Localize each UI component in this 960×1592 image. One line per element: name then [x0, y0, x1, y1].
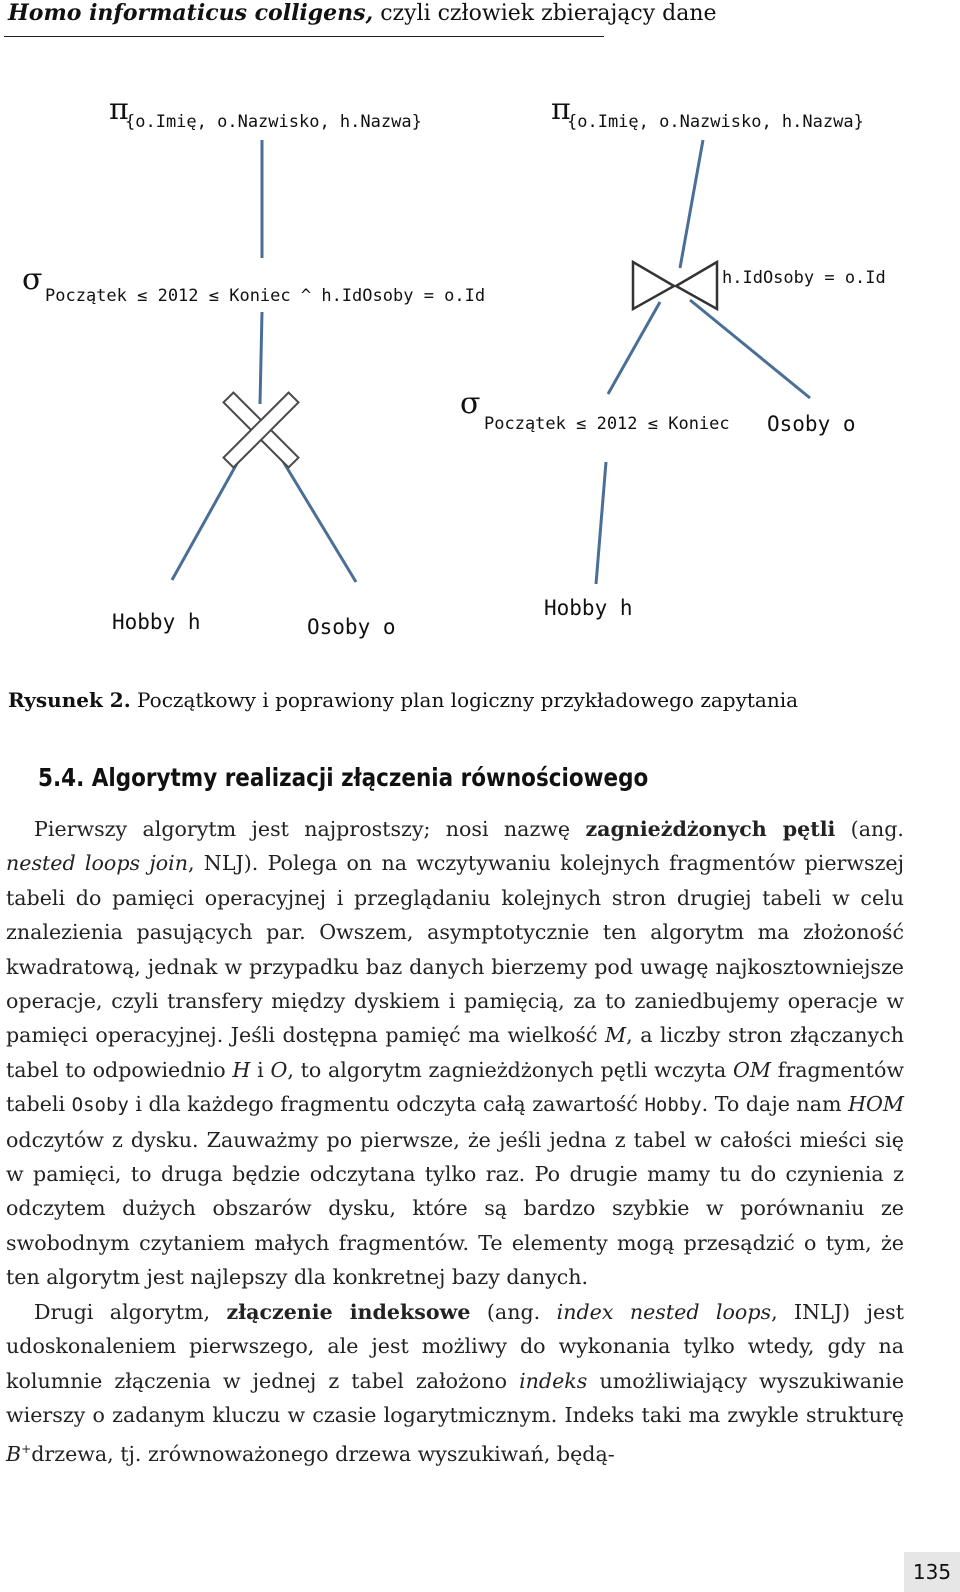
text-run: i	[250, 1057, 271, 1082]
right-sigma-subscript: Początek ≤ 2012 ≤ Koniec	[484, 414, 730, 434]
superscript: +	[21, 1442, 32, 1457]
left-leaf-osoby: Osoby o	[307, 615, 396, 639]
left-pi-symbol: π	[109, 92, 129, 127]
right-pi-symbol: π	[551, 92, 571, 127]
italic-var: M	[605, 1023, 627, 1048]
text-run: , NLJ). Polega on na wczytywaniu kolejnych fragmentów pierwszej tabeli do pamięci operacyjnej i przeglądaniu kolejnych stron drugiej tabeli w celu znalezienia pasujących par. Owszem, asymptotycznie ten algorytm ma złożoność kwadratową, jednak w przypadku baz danych bierzemy pod uwagę najkosztowniejsze operacje, czyli transfery między dyskiem i pamięcią, za to zaniedbujemy operacje w pamięci operacyjnej. Jeśli dostępna pamięć ma wielkość	[6, 851, 905, 1048]
text-run: . To daje nam	[701, 1092, 849, 1117]
text-run: Drugi algorytm,	[34, 1299, 227, 1324]
text-run: i dla każdego fragmentu odczyta całą zawartość	[128, 1092, 645, 1117]
right-edge-sigma-hobby	[596, 462, 606, 584]
section-title: 5.4. Algorytmy realizacji złączenia równościowego	[38, 763, 649, 792]
text-run: (ang.	[835, 817, 904, 841]
right-leaf-hobby: Hobby h	[544, 596, 633, 620]
italic-term: indeks	[519, 1368, 588, 1393]
right-join-condition: h.IdOsoby = o.Id	[722, 268, 886, 288]
right-edge-join-sigma	[608, 302, 660, 394]
italic-term: index nested loops	[556, 1299, 772, 1324]
header-title-italic: Homo informaticus colligens,	[8, 0, 374, 26]
italic-var: OM	[733, 1057, 772, 1082]
right-edge-join-osoby	[690, 300, 810, 398]
body-text	[6, 812, 904, 1472]
italic-var: H	[232, 1057, 251, 1082]
text-run: odczytów z dysku. Zauważmy po pierwsze, że jeśli jedna z tabel w całości mieści się w pamięci, to druga będzie odczytana tylko raz. Po drugie mamy tu do czynienia z odczytem dużych obszarów dysku, które są bardzo szybkie w porównaniu ze swobodnym czytaniem małych fragmentów. Te elementy mogą przesądzić o tym, że ten algorytm jest najlepszy dla konkretnej bazy danych.	[6, 1127, 904, 1290]
text-run: Pierwszy algorytm jest najprostszy; nosi nazwę	[34, 817, 586, 841]
text-run: (ang.	[470, 1299, 557, 1324]
page-number: 135	[904, 1552, 960, 1592]
italic-var: HOM	[848, 1092, 904, 1117]
text-run: , a liczby stron złączanych tabel to odpowiednio	[6, 1023, 904, 1082]
header-title-rest: czyli człowiek zbierający dane	[373, 1, 717, 26]
italic-var: B	[6, 1442, 22, 1467]
text-run: , to algorytm zagnieżdżonych pętli wczyta	[287, 1057, 734, 1082]
right-leaf-osoby: Osoby o	[767, 412, 856, 436]
left-edge-join-osoby	[281, 458, 356, 582]
code-term: Osoby	[71, 1094, 129, 1117]
join-bowtie-icon	[633, 262, 717, 309]
left-edge-join-hobby	[172, 458, 240, 580]
left-edge-sigma-join	[260, 312, 262, 404]
paragraph-2	[6, 1295, 904, 1472]
text-run: , INLJ) jest udoskonaleniem pierwszego, ale jest możliwy do wykonania tylko wtedy, gdy na kolumnie złączenia w jednej z tabel założono	[6, 1299, 904, 1393]
figure-caption	[8, 688, 798, 712]
left-sigma-symbol: σ	[22, 262, 43, 297]
bold-term: złączenie indeksowe	[226, 1299, 471, 1324]
figure-caption-label: Rysunek 2.	[8, 688, 131, 712]
right-pi-subscript: {o.Imię, o.Nazwisko, h.Nazwa}	[567, 112, 864, 132]
left-leaf-hobby: Hobby h	[112, 610, 201, 634]
right-sigma-symbol: σ	[460, 386, 481, 421]
paragraph-1	[6, 812, 904, 1295]
bold-term: zagnieżdżonych pętli	[585, 817, 836, 841]
right-edge-pi-join	[680, 140, 703, 268]
query-plan-diagram	[0, 0, 960, 660]
code-term: Hobby	[644, 1094, 702, 1117]
text-run: fragmentów tabeli	[6, 1057, 904, 1117]
text-run: umożliwiający wyszukiwanie wierszy o zadanym kluczu w czasie logarytmicznym. Indeks taki ma zwykle strukturę	[6, 1368, 905, 1427]
figure-caption-text: Początkowy i poprawiony plan logiczny przykładowego zapytania	[130, 688, 799, 712]
text-run: drzewa, tj. zrównoważonego drzewa wyszukiwań, będą-	[31, 1442, 615, 1467]
left-pi-subscript: {o.Imię, o.Nazwisko, h.Nazwa}	[125, 112, 422, 132]
italic-term: nested loops join	[6, 851, 188, 876]
left-sigma-subscript: Początek ≤ 2012 ≤ Koniec ^ h.IdOsoby = o.Id	[45, 286, 486, 306]
italic-var: O	[270, 1057, 288, 1082]
